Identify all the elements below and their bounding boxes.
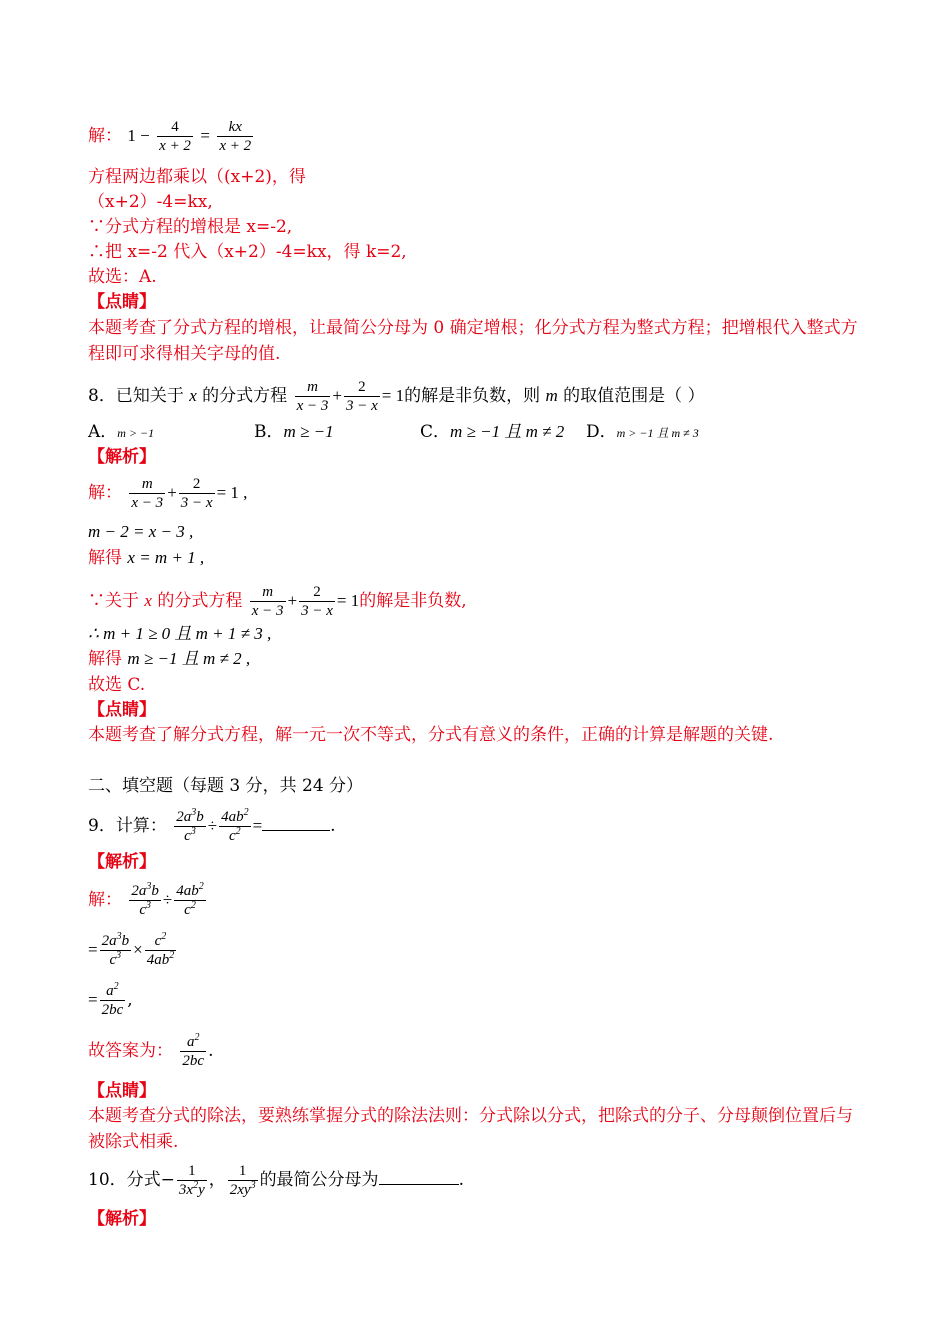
option-d: D．m > −1 且 m ≠ 3 [586,422,699,442]
q8-step-2: m − 2 = x − 3 , [88,522,194,541]
q9-jiexi-heading: 【解析】 [88,852,156,872]
q8-dianjing-note: 本题考查了解分式方程，解一元一次不等式，分式有意义的条件，正确的计算是解题的关键. [88,725,774,745]
q8-dianjing-heading: 【点睛】 [88,700,156,720]
fraction: $\frac{4ab^2}{c^2}$ [176,881,204,918]
option-a: A．m > −1 [88,422,155,442]
q10-jiexi-heading: 【解析】 [88,1209,156,1229]
answer-blank [262,814,330,831]
q9-answer: 故答案为： $\frac{a^2}{2bc}$ . [88,1032,214,1069]
q8-stem: 8．已知关于 x 的分式方程 $\frac{m}{x - 3}$ + $\frac{2}{3 - x}$ = 1的解是非负数，则 m 的取值范围是（ ） [88,379,705,414]
fraction: $\frac{4}{x + 2}$ [159,119,191,154]
option-b: B．m ≥ −1 [254,422,334,442]
fraction: $\frac{a^2}{2bc}$ [182,1032,205,1069]
q9-dianjing-note: 本题考查分式的除法，要熟练掌握分式的除法法则：分式除以分式，把除式的分子、分母颠倒位置后与被除式相乘. [88,1106,853,1152]
fraction: $\frac{a^2}{2bc}$ [101,981,124,1018]
fraction: $\frac{kx}{x + 2}$ [219,119,252,154]
fraction: $\frac{2}{3 - x}$ [301,584,333,619]
q8-step-7: 故选 C. [88,675,146,695]
fraction: $\frac{m}{x - 3}$ [251,584,284,619]
q7-solution-equation: 解： 1 − $\frac{4}{x + 2}$ = $\frac{kx}{x + 2}$ [88,119,252,154]
q7-line-4: ∴把 x=-2 代入（x+2）-4=kx，得 k=2, [88,242,407,262]
fraction: $\frac{c^2}{4ab^2}$ [146,931,175,968]
q9-solution-line-3: = $\frac{a^2}{2bc}$ , [88,981,133,1018]
q8-step-6: 解得 m ≥ −1 且 m ≠ 2 , [88,649,251,669]
answer-blank [379,1168,459,1185]
q7-line-3: ∵分式方程的增根是 x=-2, [88,217,293,237]
q7-dianjing-note: 本题考查了分式方程的增根，让最简公分母为 0 确定增根；化分式方程为整式方程；把增根代入整式方程即可求得相关字母的值. [88,318,858,364]
section-2-heading: 二、填空题（每题 3 分，共 24 分） [88,776,364,796]
fraction: $\frac{m}{x - 3}$ [296,379,329,414]
q8-step-3: 解得 x = m + 1 , [88,548,205,568]
q7-dianjing-heading: 【点睛】 [88,292,156,312]
q7-line-1: 方程两边都乘以（(x+2)，得 [88,167,306,187]
fraction: $\frac{4ab^2}{c^2}$ [221,807,249,844]
fraction: $\frac{2}{3 - x}$ [180,476,213,511]
option-c: C．m ≥ −1 且 m ≠ 2 [420,422,565,442]
fraction: $\frac{2}{3 - x}$ [345,379,378,414]
fraction: $\frac{1}{2xy^3}$ [229,1163,256,1198]
q7-line-5: 故选：A. [88,267,157,287]
q8-jiexi-heading: 【解析】 [88,447,156,467]
q9-dianjing-heading: 【点睛】 [88,1081,156,1101]
fraction: $\frac{2a^3b}{c^3}$ [101,931,130,968]
q9-solution-line-1: 解： $\frac{2a^3b}{c^3}$ ÷ $\frac{4ab^2}{c^2}$ [88,881,204,918]
q8-step-5: ∴ m + 1 ≥ 0 且 m + 1 ≠ 3 , [88,624,272,643]
fraction: $\frac{2a^3b}{c^3}$ [131,881,159,918]
q10-stem: 10．分式− $\frac{1}{3x^2y}$ ， $\frac{1}{2xy^3}$ 的最简公分母为 . [88,1163,464,1198]
fraction: $\frac{2a^3b}{c^3}$ [176,807,204,844]
fraction: $\frac{m}{x - 3}$ [131,476,164,511]
fraction: $\frac{1}{3x^2y}$ [178,1163,205,1198]
q9-stem: 9．计算： $\frac{2a^3b}{c^3}$ ÷ $\frac{4ab^2}{c^2}$ = . [88,807,336,844]
q7-line-2: （x+2）-4=kx, [88,192,213,212]
q9-solution-line-2: = $\frac{2a^3b}{c^3}$ × $\frac{c^2}{4ab^2}$ [88,931,175,968]
solution-prefix: 解： [88,126,122,146]
q8-step-4: ∵关于 x 的分式方程 $\frac{m}{x - 3}$ + $\frac{2}{3 - x}$ = 1的解是非负数, [88,584,467,619]
q8-solution-equation: 解： $\frac{m}{x - 3}$ + $\frac{2}{3 - x}$ = 1 , [88,476,248,511]
q8-options [88,420,699,445]
